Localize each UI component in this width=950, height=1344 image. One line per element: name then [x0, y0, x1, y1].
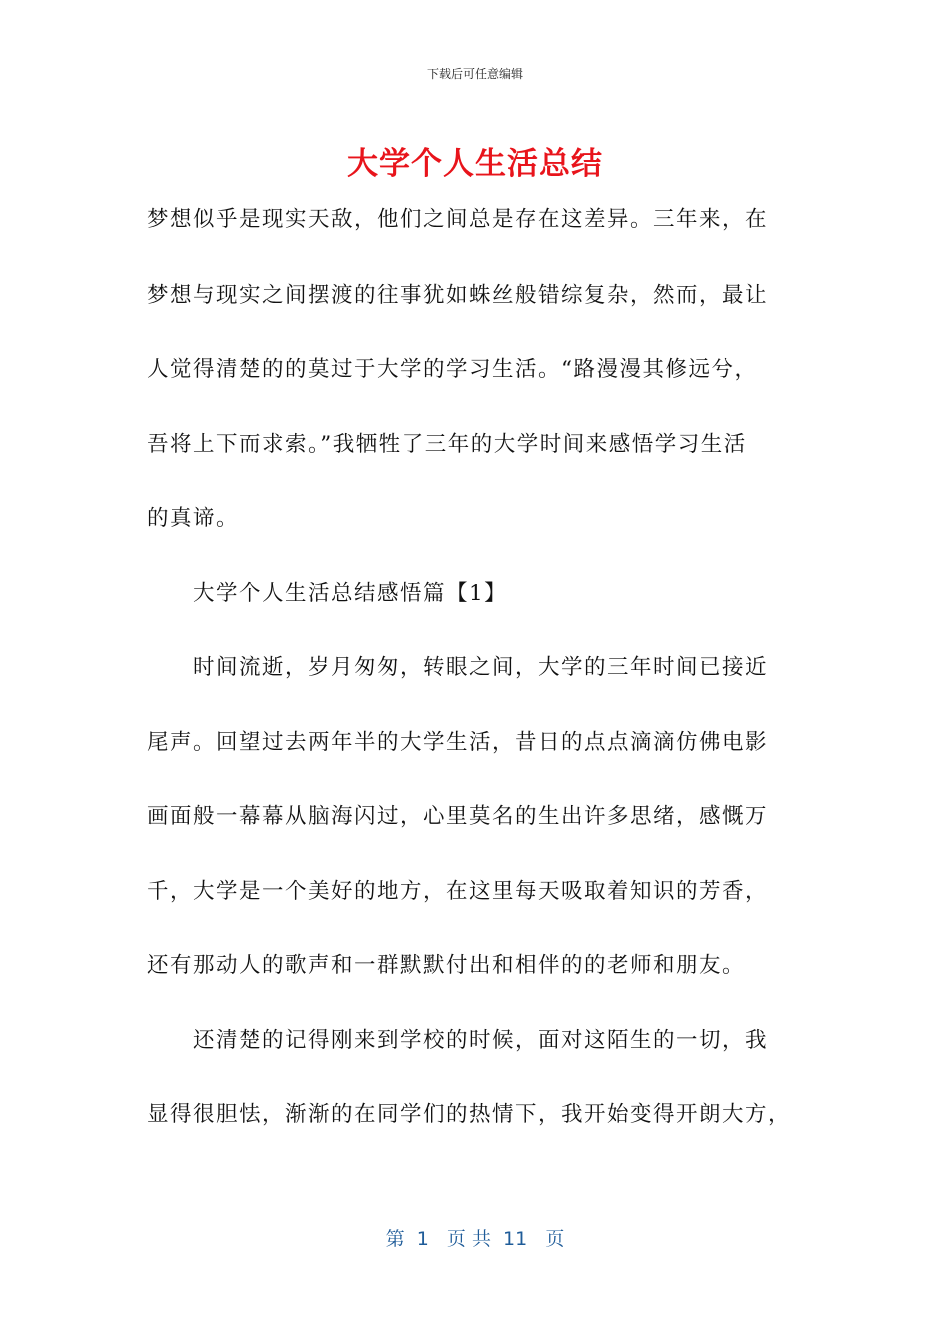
paragraph-line: 的真谛。: [147, 506, 240, 531]
document-title: 大学个人生活总结: [347, 146, 603, 182]
page-number-footer: 第 1 页 共 11 页: [385, 1228, 565, 1250]
paragraph-line: 梦想似乎是现实天敌，他们之间总是存在这差异。三年来，在: [147, 207, 769, 232]
section-heading: 大学个人生活总结感悟篇【1】: [193, 581, 508, 606]
paragraph-line: 人觉得清楚的的莫过于大学的学习生活。“路漫漫其修远兮，: [147, 357, 758, 382]
paragraph-line: 还清楚的记得刚来到学校的时候，面对这陌生的一切，我: [193, 1028, 769, 1053]
paragraph-line: 尾声。回望过去两年半的大学生活，昔日的点点滴滴仿佛电影: [147, 730, 769, 755]
paragraph-line: 画面般一幕幕从脑海闪过，心里莫名的生出许多思绪，感慨万: [147, 804, 769, 829]
paragraph-line: 梦想与现实之间摆渡的往事犹如蛛丝般错综复杂，然而，最让: [147, 283, 769, 308]
paragraph-line: 千，大学是一个美好的地方，在这里每天吸取着知识的芳香，: [147, 879, 769, 904]
page-header: 下载后可任意编辑: [426, 67, 523, 81]
paragraph-line: 显得很胆怯，渐渐的在同学们的热情下，我开始变得开朗大方，: [147, 1102, 792, 1127]
paragraph-line: 时间流逝，岁月匆匆，转眼之间，大学的三年时间已接近: [193, 655, 769, 680]
paragraph-line: 吾将上下而求索。”我牺牲了三年的大学时间来感悟学习生活: [147, 432, 747, 457]
paragraph-line: 还有那动人的歌声和一群默默付出和相伴的的老师和朋友。: [147, 953, 746, 978]
